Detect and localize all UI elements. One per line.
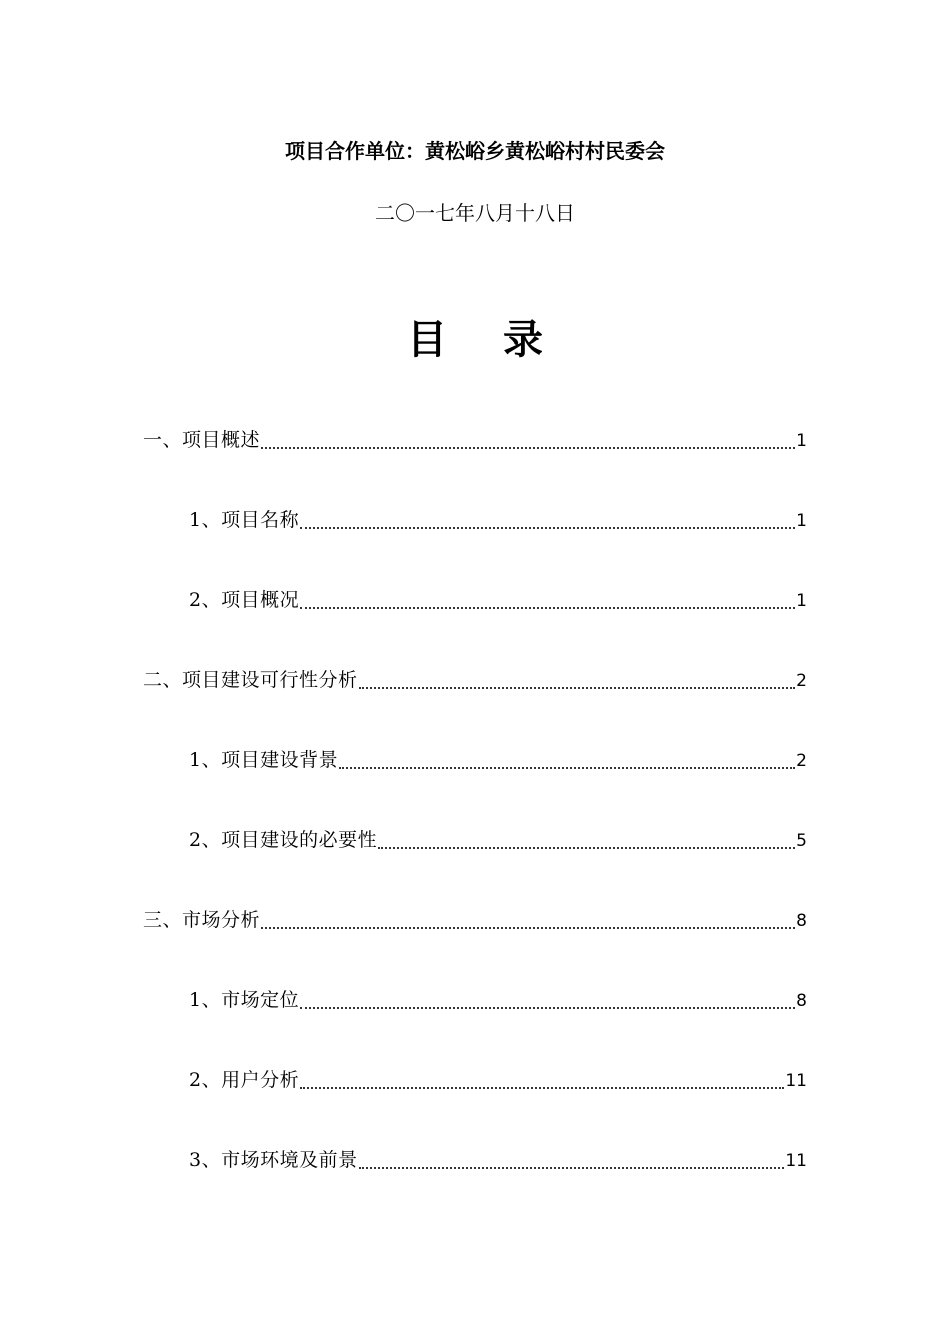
document-date: 二〇一七年八月十八日 — [375, 201, 575, 225]
toc-entry[interactable] — [143, 666, 807, 694]
toc-heading-char-1: 目 — [407, 316, 447, 363]
toc-entry-page: 2 — [796, 671, 807, 691]
toc-entry[interactable] — [189, 506, 807, 534]
toc-entry-page: 11 — [785, 1151, 807, 1171]
toc-leader-dots — [359, 1167, 785, 1169]
toc-entry-label: 1、项目名称 — [189, 509, 300, 531]
toc-leader-dots — [300, 1087, 784, 1089]
toc-entry-label: 2、用户分析 — [189, 1069, 300, 1091]
toc-entry-page: 5 — [796, 831, 807, 851]
toc-entry-label: 1、项目建设背景 — [189, 749, 339, 771]
toc-entry-label: 二、项目建设可行性分析 — [143, 669, 358, 691]
toc-entry[interactable] — [189, 746, 807, 774]
project-partner-line: 项目合作单位：黄松峪乡黄松峪村村民委会 — [285, 139, 665, 163]
toc-entry[interactable] — [143, 426, 807, 454]
toc-entry-label: 一、项目概述 — [143, 429, 261, 451]
toc-entry-page: 1 — [796, 511, 807, 531]
toc-entry-label: 1、市场定位 — [189, 989, 300, 1011]
toc-leader-dots — [300, 1007, 795, 1009]
toc-entry[interactable] — [189, 986, 807, 1014]
toc-entry[interactable] — [143, 906, 807, 934]
toc-leader-dots — [261, 927, 795, 929]
toc-heading-char-2: 录 — [503, 316, 543, 363]
toc-entry[interactable] — [189, 826, 807, 854]
toc-leader-dots — [261, 447, 795, 449]
toc-leader-dots — [378, 847, 795, 849]
toc-entry-label: 三、市场分析 — [143, 909, 261, 931]
toc-entry-page: 2 — [796, 751, 807, 771]
toc-entry[interactable] — [189, 1066, 807, 1094]
toc-entry-page: 1 — [796, 591, 807, 611]
toc-entry-page: 11 — [785, 1071, 807, 1091]
toc-entry-page: 1 — [796, 431, 807, 451]
toc-entry-label: 2、项目建设的必要性 — [189, 829, 378, 851]
toc-entry-page: 8 — [796, 991, 807, 1011]
toc-entry[interactable] — [189, 586, 807, 614]
toc-entry[interactable] — [189, 1146, 807, 1174]
toc-entry-page: 8 — [796, 911, 807, 931]
toc-entry-label: 2、项目概况 — [189, 589, 300, 611]
toc-entry-label: 3、市场环境及前景 — [189, 1149, 358, 1171]
toc-leader-dots — [359, 687, 796, 689]
toc-leader-dots — [300, 527, 795, 529]
toc-leader-dots — [300, 607, 795, 609]
toc-leader-dots — [339, 767, 795, 769]
